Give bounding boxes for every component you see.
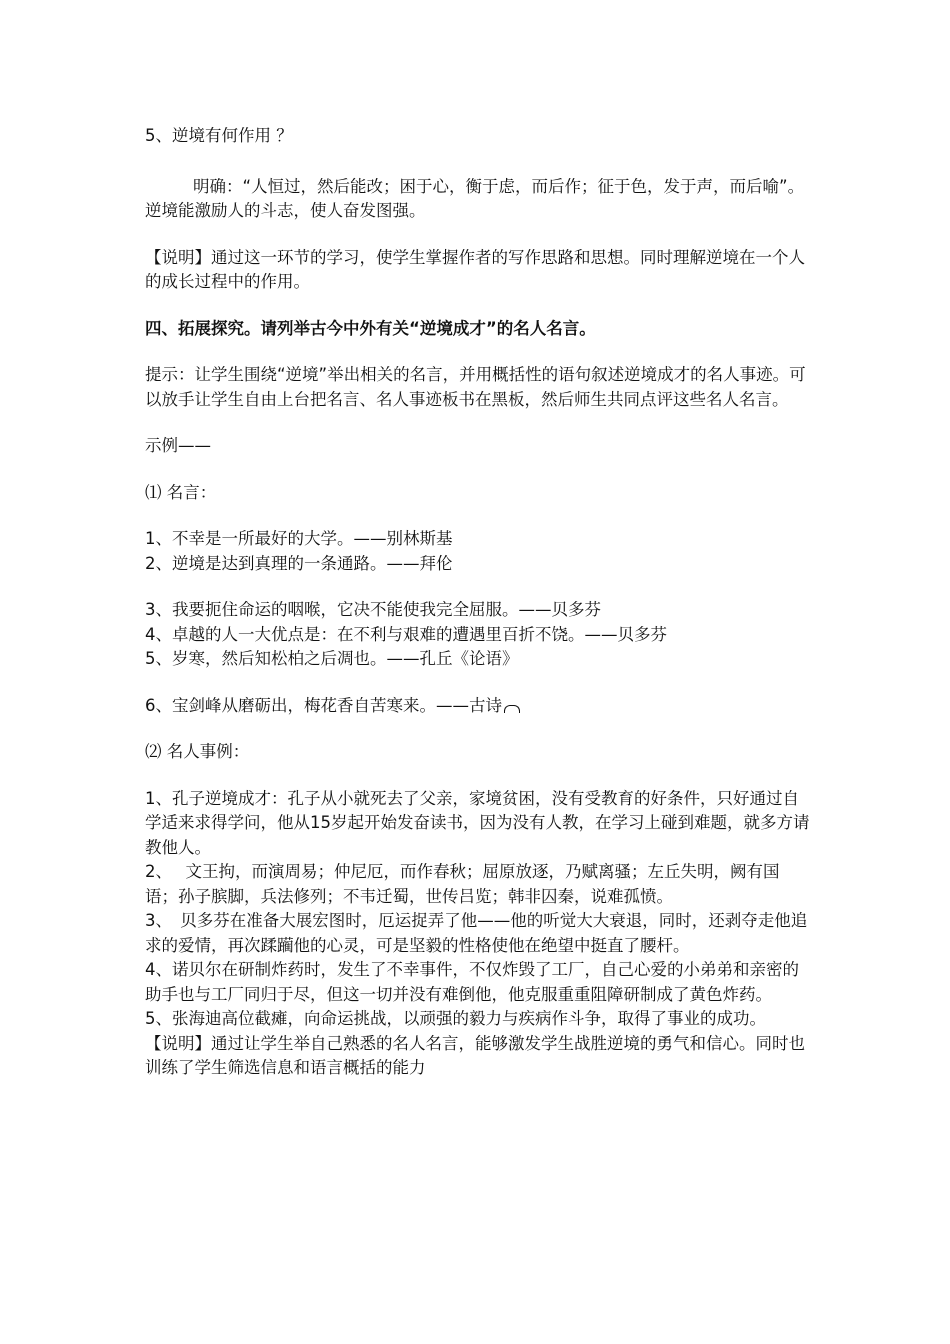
quotes-heading: ⑴ 名言： [145, 482, 217, 502]
examples-heading: ⑵ 名人事例： [145, 742, 250, 761]
hint-paragraph: 提示：让学生围绕“逆境”举出相关的名言，并用概括性的语句叙述逆境成才的名人事迹。可以放手让学生自由上台把名言、名人事迹板书在黑板，然后师生共同点评这些名人名言。 [145, 365, 806, 409]
anchor-mark-icon [504, 705, 520, 713]
note-paragraph-1: 【说明】通过这一环节的学习，使学生掌握作者的写作思路和思想。同时理解逆境在一个人的成长过程中的作用。 [145, 247, 805, 291]
quote-text: 6、宝剑峰从磨砺出，梅花香自苦寒来。——古诗 [145, 695, 502, 715]
quote-item: 5、岁寒，然后知松柏之后凋也。——孔丘《论语》 [145, 649, 519, 668]
quotes-group-2 [145, 598, 810, 672]
examples-list [145, 787, 810, 1081]
quote-item: 4、卓越的人一大优点是：在不利与艰难的遭遇里百折不饶。——贝多芬 [145, 624, 667, 644]
question-5-answer: 明确：“人恒过，然后能改；困于心，衡于虑，而后作；征于色，发于声，而后喻”。逆境能激励人的斗志，使人奋发图强。 [145, 176, 805, 220]
example-item: 3、 贝多芬在准备大展宏图时，厄运捉弄了他——他的听觉大大衰退，同时，还剥夺走他追求的爱情，再次蹂躏他的心灵，可是坚毅的性格使他在绝望中挺直了腰杆。 [145, 911, 808, 955]
quote-item: 2、逆境是达到真理的一条通路。——拜伦 [145, 553, 453, 573]
question-5: 5、逆境有何作用 ？ [145, 126, 293, 145]
quotes-group-1 [145, 527, 810, 576]
quote-item-last [145, 694, 810, 719]
example-item: 2、 文王拘，而演周易；仲尼厄，而作春秋；屈原放逐，乃赋离骚；左丘失明，阙有国语；孙子膑脚，兵法修列；不韦迁蜀，世传吕览；韩非囚秦，说难孤愤。 [145, 862, 780, 906]
note-paragraph-2: 【说明】通过让学生举自己熟悉的名人名言，能够激发学生战胜逆境的勇气和信心。同时也训练了学生筛选信息和语言概括的能力 [145, 1033, 805, 1077]
quote-item: 1、不幸是一所最好的大学。——别林斯基 [145, 529, 453, 548]
quote-item: 3、我要扼住命运的咽喉，它决不能使我完全屈服。——贝多芬 [145, 600, 601, 619]
example-item: 4、诺贝尔在研制炸药时，发生了不幸事件，不仅炸毁了工厂，自己心爱的小弟弟和亲密的助手也与工厂同归于尽，但这一切并没有难倒他，他克服重重阻障研制成了黄色炸药。 [145, 960, 799, 1004]
document-page [145, 124, 810, 1081]
section-4-heading: 四、拓展探究。请列举古今中外有关“逆境成才”的名人名言。 [145, 318, 596, 338]
example-item: 1、孔子逆境成才：孔子从小就死去了父亲，家境贫困，没有受教育的好条件，只好通过自学适来求得学问，他从15岁起开始发奋读书，因为没有人教，在学习上碰到难题，就多方请教他人。 [145, 788, 810, 857]
example-label: 示例—— [145, 436, 211, 455]
example-item: 5、张海迪高位截瘫，向命运挑战，以顽强的毅力与疾病作斗争，取得了事业的成功。 [145, 1009, 766, 1028]
